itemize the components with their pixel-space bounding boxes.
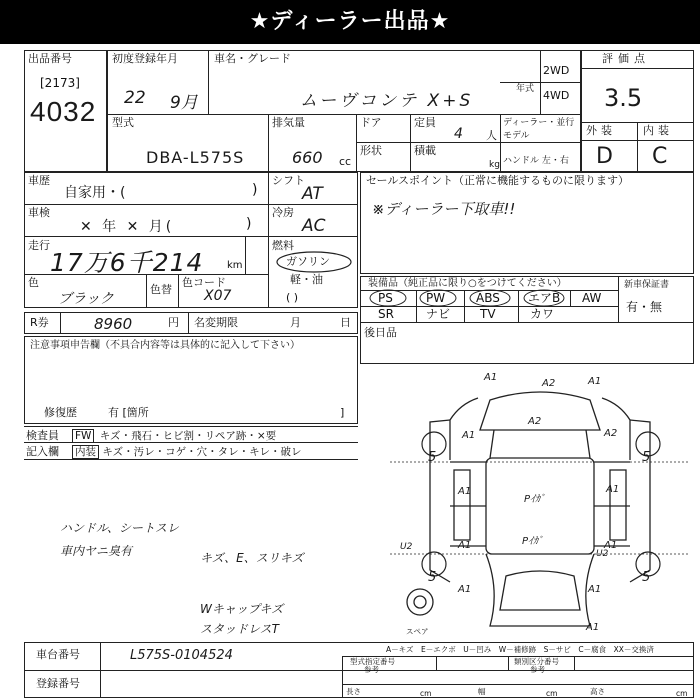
int-scratch-tag: キズ — [102, 446, 124, 458]
shift-value: AT — [302, 184, 323, 204]
chassis-label: 車台番号 — [36, 648, 80, 661]
fuel-light-oil: 軽・油 — [290, 273, 323, 286]
type-designation-label: 型式指定番号 — [350, 657, 395, 666]
history-close: ) — [252, 182, 258, 198]
mark-4: A1 — [462, 430, 476, 441]
classification-label: 類別区分番号 — [514, 657, 559, 666]
mark-10: A1 — [604, 540, 618, 551]
chip-tag: 飛石 — [131, 430, 153, 442]
handle-label: ハンドル 左・右 — [503, 156, 569, 166]
lot-small-number: [2173] — [40, 76, 80, 90]
repair-trace-tag: リペア跡 — [204, 430, 247, 442]
model-label: モデル — [503, 131, 530, 141]
tire-rl: 5 — [428, 570, 437, 585]
height-unit: cm — [676, 689, 688, 698]
entry-label: 記入欄 — [26, 445, 59, 458]
fuel-gasoline: ガソリン — [286, 255, 330, 268]
mark-12: A1 — [588, 584, 602, 595]
warranty-label: 新車保証書 — [624, 280, 670, 290]
displacement-label: 排気量 — [272, 116, 305, 129]
dealer-banner: ★ディーラー出品★ — [0, 0, 700, 44]
repair-history-value: 有 [箇所 — [108, 406, 149, 419]
crack-tag: ヒビ割 — [162, 430, 195, 442]
mark-3: A1 — [588, 376, 602, 387]
score-value: 3.5 — [604, 84, 643, 112]
reference-1: 参考 — [364, 665, 379, 674]
limit-day: 日 — [340, 316, 351, 329]
shift-label: シフト — [272, 174, 305, 187]
ac-value: AC — [302, 216, 326, 236]
equipment-circles-icon — [366, 288, 576, 306]
tire-fr: 5 — [642, 450, 651, 465]
hand-note-4: Wキャップキズ — [200, 602, 284, 616]
drive-4wd: 4WD — [543, 89, 570, 102]
exterior-score: D — [596, 144, 613, 169]
required-tag: ×要 — [256, 430, 277, 442]
drive-2wd: 2WD — [543, 64, 570, 77]
mark-7: A1 — [458, 486, 472, 497]
recycle-label: R券 — [30, 316, 49, 329]
height-label: 高さ — [590, 687, 605, 696]
mark-2: A2 — [542, 378, 556, 389]
fuel-label: 燃料 — [272, 239, 294, 252]
first-reg-month: 9月 — [170, 93, 198, 113]
centre-bottom-mark: Pｲｶﾞ — [522, 536, 544, 547]
mileage-value: 17万6千214 — [50, 248, 204, 277]
history-label: 車歴 — [28, 174, 50, 187]
mark-5: A2 — [528, 416, 542, 427]
int-burn-tag: コゲ — [165, 446, 187, 458]
inspector-label: 検査員 — [26, 429, 59, 442]
load-label: 積載 — [414, 144, 436, 157]
mark-9: A1 — [458, 540, 472, 551]
fuel-circle-icon — [272, 250, 354, 274]
tire-rr: 5 — [642, 570, 651, 585]
load-unit: kg — [489, 160, 500, 170]
length-label: 長さ — [346, 687, 361, 696]
inspector-row1: FW キズ・飛石・ヒビ割・リペア跡・×要 — [72, 430, 276, 442]
interior-label: 内装 — [643, 124, 673, 137]
mark-11: A1 — [458, 584, 472, 595]
reference-2: 参考 — [530, 665, 545, 674]
color-code-label: 色コード — [182, 276, 226, 289]
interior-tag: 内装 — [72, 445, 99, 459]
equip-airbag: エアB — [528, 291, 561, 305]
car-name-value: ムーヴコンテ X+S — [300, 91, 474, 111]
hand-note-3: キズ、E、スリキズ — [200, 551, 304, 565]
inspector-row2: 内装 キズ・汚レ・コゲ・穴・タレ・キレ・破レ — [72, 446, 302, 458]
lot-number: 4032 — [30, 96, 97, 127]
type-value: DBA-L575S — [146, 148, 245, 167]
mark-8: A1 — [606, 484, 620, 495]
mark-u2-left: U2 — [400, 542, 413, 552]
name-change-limit-label: 名変期限 — [194, 316, 238, 329]
int-dirt-tag: 汚レ — [133, 446, 155, 458]
recycle-row — [24, 312, 358, 334]
interior-score: C — [652, 144, 668, 169]
ac-label: 冷房 — [272, 206, 294, 219]
equip-ps: PS — [378, 291, 393, 305]
equip-leather: カワ — [530, 307, 555, 321]
hand-note-5: スタッドレスT — [200, 622, 279, 636]
score-label: 評価点 — [602, 52, 650, 65]
rear-items-label: 後日品 — [364, 326, 397, 339]
mark-1: A1 — [484, 372, 498, 383]
equip-pw: PW — [426, 291, 446, 305]
centre-top-mark: Pｲｶﾞ — [524, 494, 546, 505]
warranty-value: 有・無 — [626, 300, 663, 314]
equipment-label: 装備品（純正品に限り○をつけてください） — [368, 278, 567, 289]
int-tear-tag: キレ — [249, 446, 271, 458]
spare-label: スペア — [406, 627, 429, 636]
exterior-label: 外装 — [586, 124, 616, 137]
type-label: 型式 — [112, 116, 134, 129]
hand-note-1: ハンドル、シートスレ — [60, 521, 179, 535]
lot-label: 出品番号 — [28, 52, 72, 65]
selling-point-note: ※ディーラー下取車!! — [372, 200, 516, 218]
inspection-value: ✕ 年 ✕ 月( — [80, 219, 175, 235]
car-name-label: 車名・グレード — [214, 52, 291, 65]
fuel-paren: ( ) — [286, 291, 299, 304]
year-label: 年式 — [516, 84, 535, 94]
hand-note-2: 車内ヤニ臭有 — [60, 544, 133, 558]
selling-point-block — [360, 172, 694, 274]
dealer-label: ディーラー・並行 — [503, 118, 575, 128]
displacement-value: 660 — [292, 148, 323, 167]
width-label: 幅 — [478, 687, 486, 696]
int-sag-tag: タレ — [217, 446, 239, 458]
recycle-value: 8960 — [94, 315, 133, 333]
repair-history-label: 修復歴 — [44, 406, 77, 419]
int-rip-tag: 破レ — [280, 446, 302, 458]
int-hole-tag: 穴 — [196, 446, 208, 458]
equip-sr: SR — [378, 307, 394, 321]
scratch-tag: キズ — [99, 430, 121, 442]
repair-history-close: ] — [340, 406, 345, 419]
damage-legend: A－キズ E－エクボ U－凹み W－補修跡 S－サビ C－腐食 XX－交換済 — [386, 645, 654, 654]
tire-fl: 5 — [428, 450, 437, 465]
first-reg-year: 22 — [124, 88, 146, 108]
width-unit: cm — [546, 689, 558, 698]
fw-tag: FW — [72, 429, 94, 443]
mark-u2-right: U2 — [596, 549, 609, 559]
mileage-unit: km — [227, 260, 243, 271]
notes-label: 注意事項申告欄（不具合内容等は具体的に記入して下さい） — [30, 340, 300, 351]
inspection-label: 車検 — [28, 206, 50, 219]
mark-13: A1 — [586, 622, 600, 633]
capacity-value: 4 — [454, 126, 463, 142]
auction-sheet — [0, 44, 700, 700]
length-unit: cm — [420, 689, 432, 698]
displacement-unit: cc — [339, 155, 352, 168]
equip-aw: AW — [582, 291, 602, 305]
capacity-unit: 人 — [486, 129, 497, 142]
color-code-value: X07 — [204, 288, 232, 304]
first-reg-label: 初度登録年月 — [112, 52, 178, 65]
chassis-value: L575S-0104524 — [130, 648, 233, 663]
history-value: 自家用・( — [64, 185, 126, 201]
equip-abs: ABS — [476, 291, 500, 305]
car-damage-diagram — [390, 370, 694, 640]
door-label: ドア — [360, 116, 382, 129]
mark-6: A2 — [604, 428, 618, 439]
shape-label: 形状 — [360, 144, 382, 157]
recycle-unit: 円 — [168, 316, 179, 329]
color-change-label: 色替 — [150, 283, 172, 296]
color-label: 色 — [28, 276, 39, 289]
limit-month: 月 — [290, 316, 301, 329]
inspection-close: ) — [246, 216, 252, 232]
color-value: ブラック — [58, 291, 114, 307]
reg-label: 登録番号 — [36, 677, 80, 690]
equip-navi: ナビ — [426, 307, 451, 321]
mileage-label: 走行 — [28, 239, 50, 252]
selling-point-label: セールスポイント（正常に機能するものに限ります） — [366, 174, 630, 187]
equip-tv: TV — [480, 307, 496, 321]
capacity-label: 定員 — [414, 116, 436, 129]
